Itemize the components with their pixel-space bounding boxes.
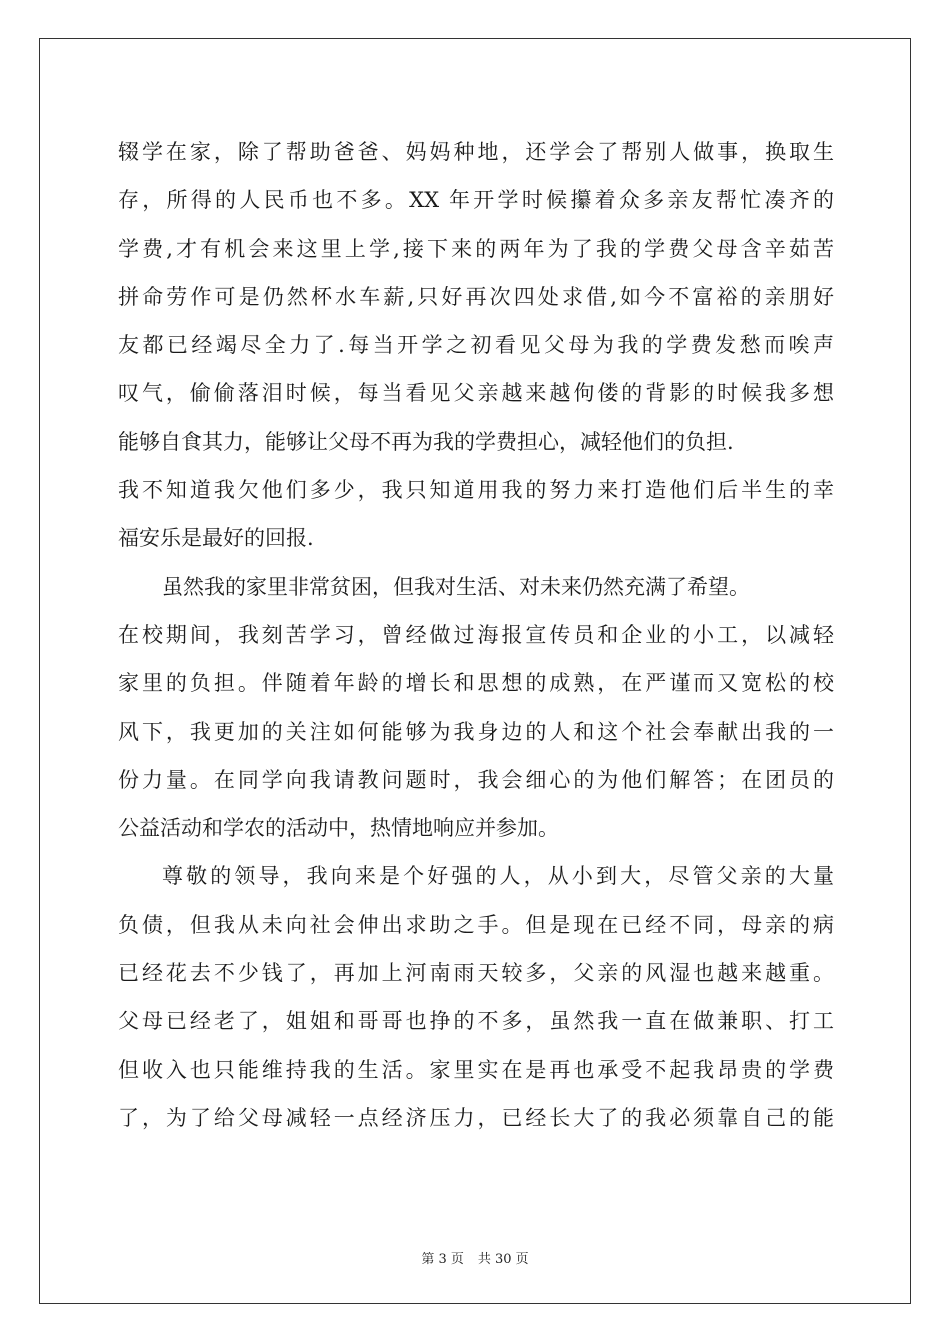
text-line: 了，为了给父母减轻一点经济压力，已经长大了的我必须靠自己的能	[118, 1105, 834, 1130]
text-line: 尊敬的领导，我向来是个好强的人，从小到大，尽管父亲的大量	[162, 864, 834, 889]
document-body	[118, 128, 834, 1142]
text-line: 能够自食其力，能够让父母不再为我的学费担心，减轻他们的负担.	[118, 429, 734, 454]
text-line: 学费,才有机会来这里上学,接下来的两年为了我的学费父母含辛茹苦	[118, 236, 834, 261]
text-line: 份力量。在同学向我请教问题时，我会细心的为他们解答；在团员的	[118, 767, 834, 792]
text-line: 家里的负担。伴随着年龄的增长和思想的成熟，在严谨而又宽松的校	[118, 671, 834, 696]
text-line: 虽然我的家里非常贫困，但我对生活、对未来仍然充满了希望。	[162, 574, 750, 599]
text-line: 风下，我更加的关注如何能够为我身边的人和这个社会奉献出我的一	[118, 719, 834, 744]
text-line: 福安乐是最好的回报.	[118, 526, 314, 551]
text-line: 公益活动和学农的活动中，热情地响应并参加。	[118, 816, 559, 841]
text-line: 父母已经老了，姐姐和哥哥也挣的不多，虽然我一直在做兼职、打工	[118, 1009, 834, 1034]
page-total: 共 30 页	[477, 1252, 529, 1267]
text-line: 我不知道我欠他们多少，我只知道用我的努力来打造他们后半生的幸	[118, 478, 834, 503]
text-line: 在校期间，我刻苦学习，曾经做过海报宣传员和企业的小工，以减轻	[118, 622, 834, 647]
text-line: 负债，但我从未向社会伸出求助之手。但是现在已经不同，母亲的病	[118, 912, 834, 937]
page-footer	[0, 1248, 950, 1267]
text-line: 但收入也只能维持我的生活。家里实在是再也承受不起我昂贵的学费	[118, 1057, 834, 1082]
text-line: 叹气，偷偷落泪时候，每当看见父亲越来越佝偻的背影的时候我多想	[118, 381, 834, 406]
page-number: 第 3 页	[421, 1252, 464, 1267]
text-line: 已经花去不少钱了，再加上河南雨天较多，父亲的风湿也越来越重。	[118, 961, 834, 986]
text-line: 友都已经竭尽全力了.每当开学之初看见父母为我的学费发愁而唉声	[118, 333, 834, 358]
text-line: 辍学在家，除了帮助爸爸、妈妈种地，还学会了帮别人做事，换取生	[118, 140, 834, 164]
text-line: 拼命劳作可是仍然杯水车薪,只好再次四处求借,如今不富裕的亲朋好	[118, 284, 834, 309]
text-line: 存，所得的人民币也不多。XX 年开学时候攥着众多亲友帮忙凑齐的	[118, 188, 834, 213]
